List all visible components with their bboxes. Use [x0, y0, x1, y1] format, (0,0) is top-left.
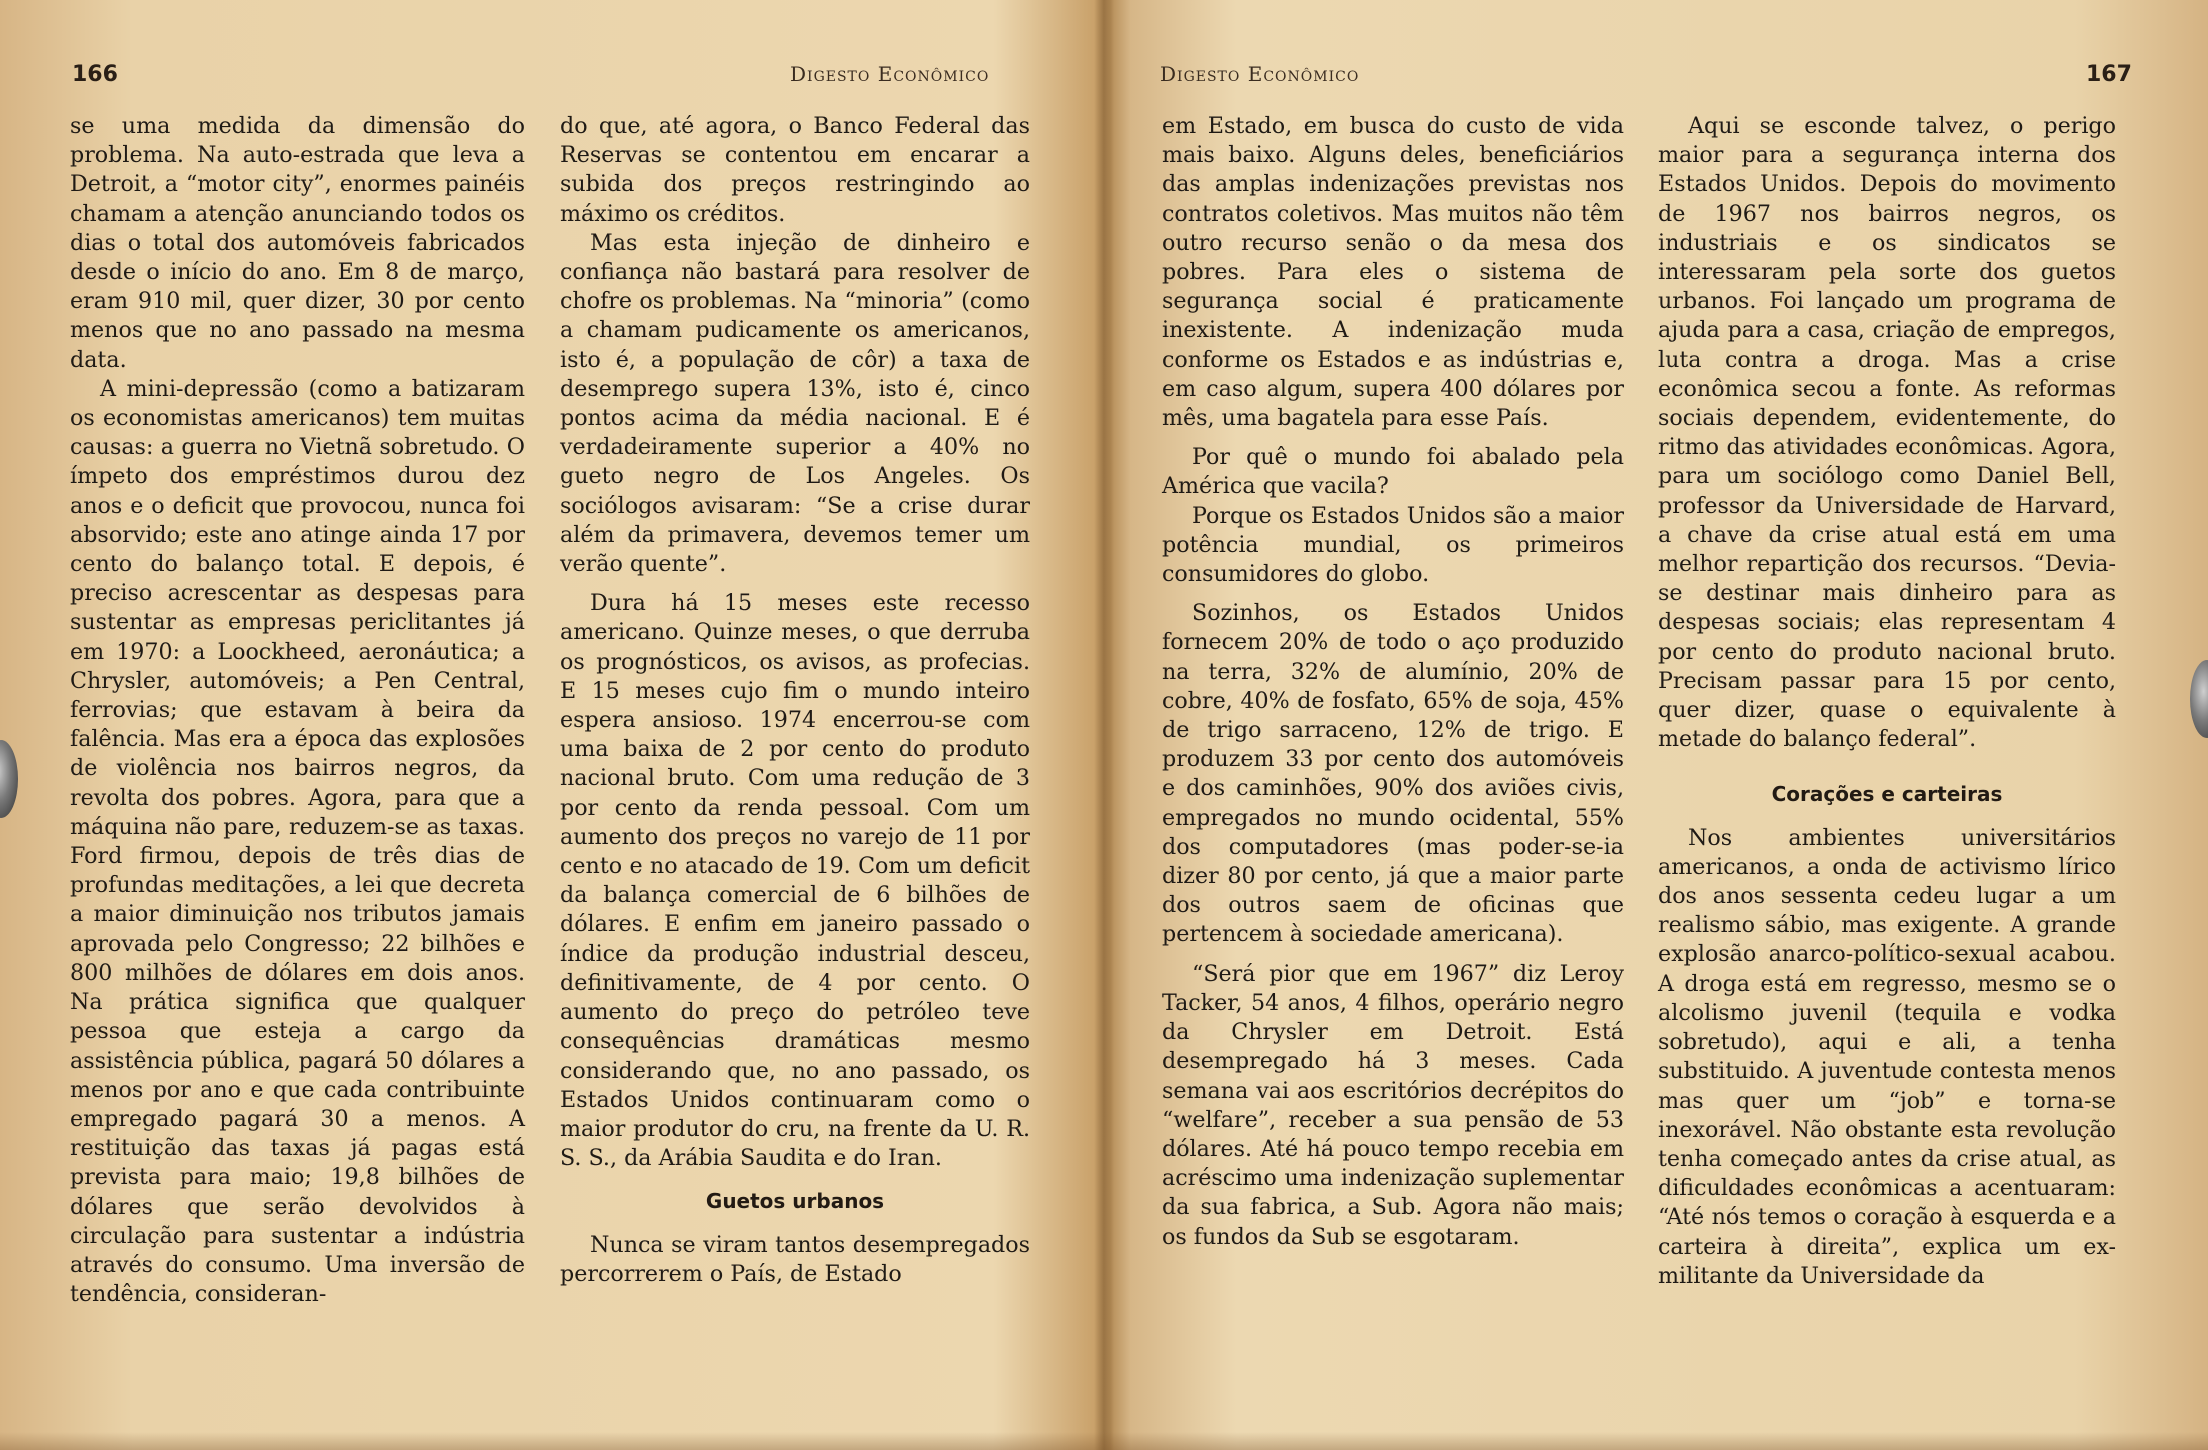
section-heading: Corações e carteiras [1771, 782, 2003, 807]
running-head: Digesto Econômico [1160, 62, 1360, 86]
running-head: Digesto Econômico [790, 62, 990, 86]
paragraph: se uma medida da dimensão do problema. Na auto-estrada que leva a Detroit, a “motor city”, enormes painéis chamam a atenção anunciando todos os dias o total dos automóveis fabricados desde o início do ano. Em 8 de março, eram 910 mil, quer dizer, 30 por cento menos que no ano passado na mesma data. [70, 113, 525, 373]
paragraph: A mini-depressão (como a batizaram os economistas americanos) tem muitas causas: a guerra no Vietnã sobretudo. O ímpeto dos empréstimos durou dez anos e o deficit que provocou, nunca foi absorvido; este ano atinge ainda 17 por cento do balanço total. E depois, é preciso acrescentar as despesas para sustentar as empresas periclitantes já em 1970: a Loockheed, aeronáutica; a Chrysler, automóveis; a Pen Central, ferrovias; que estavam à beira da falência. Mas era a época das explosões de violência nos bairros negros, da revolta dos pobres. Agora, para que a máquina não pare, reduzem-se as taxas. Ford firmou, depois de três dias de profundas meditações, a lei que decreta a maior diminuição nos tributos jamais aprovada pelo Congresso; 22 bilhões e 800 milhões de dólares em dois anos. Na prática significa que qualquer pessoa que esteja a cargo da assistência pública, pagará 50 dólares a menos por ano e que cada contribuinte empregado pagará 30 a menos. A restituição das taxas já pagas está prevista para maio; 19,8 bilhões de dólares que serão devolvidos à circulação para sustentar a indústria através do consumo. Uma inversão de tendência, consideran- [70, 375, 525, 1308]
binder-clip [2190, 660, 2208, 738]
left-page-column-1 [70, 112, 525, 1309]
page-number: 166 [72, 62, 118, 87]
right-page-column-2 [1658, 112, 2116, 1291]
paragraph: Nos ambientes universitários americanos, a onda de activismo lírico dos anos sessenta cedeu lugar a um realismo sábio, mas exigente. A grande explosão anarco-político-sexual acabou. A droga está em regresso, mesmo se o alcolismo juvenil (tequila e vodka sobretudo), aqui e ali, a tenha substituido. A juventude contesta menos mas quer um “job” e torna-se inexorável. Não obstante esta revolução tenha começado antes da crise atual, as dificuldades econômicas a acentuaram: “Até nós temos o coração à esquerda e a carteira à direita”, explica um ex-militante da Universidade da [1658, 824, 2116, 1289]
paragraph: Dura há 15 meses este recesso americano. Quinze meses, o que derruba os prognósticos, os avisos, as profecias. E 15 meses cujo fim o mundo inteiro espera ansioso. 1974 encerrou-se com uma baixa de 2 por cento do produto nacional bruto. Com uma redução de 3 por cento da renda pessoal. Com um aumento dos preços no varejo de 11 por cento e no atacado de 19. Com um deficit da balança comercial de 6 bilhões de dólares. E enfim em janeiro passado o índice da produção industrial desceu, definitivamente, de 4 por cento. O aumento do preço do petróleo teve consequências dramáticas mesmo considerando que, no ano passado, os Estados Unidos continuaram como o maior produtor do cru, na frente da U. R. S. S., da Arábia Saudita e do Iran. [560, 590, 1030, 1172]
paragraph: Porque os Estados Unidos são a maior potência mundial, os primeiros consumidores do globo. [1162, 502, 1624, 588]
page-166 [0, 0, 1098, 1450]
section-heading: Guetos urbanos [705, 1189, 885, 1214]
binder-clip [0, 740, 18, 818]
page-167 [1110, 0, 2208, 1450]
paragraph: Sozinhos, os Estados Unidos fornecem 20% de todo o aço produzido na terra, 32% de alumínio, 20% de cobre, 40% de fosfato, 65% de soja, 45% de trigo sarraceno, 12% de trigo. E produzem 33 por cento dos automóveis e dos caminhões, 90% dos aviões civis, empregados no mundo ocidental, 55% dos computadores (mas poder-se-ia dizer 80 por cento, já que a maior parte dos outros saem de oficinas que pertencem à sociedade americana). [1162, 600, 1624, 948]
paragraph: “Será pior que em 1967” diz Leroy Tacker, 54 anos, 4 filhos, operário negro da Chrysler em Detroit. Está desempregado há 3 meses. Cada semana vai aos escritórios decrépitos do “welfare”, receber a sua pensão de 53 dólares. Até há pouco tempo recebia em acréscimo uma indenização suplementar da sua fabrica, a Sub. Agora não mais; os fundos da Sub se esgotaram. [1162, 960, 1624, 1250]
right-page-column-1 [1162, 112, 1624, 1252]
paragraph: Mas esta injeção de dinheiro e confiança não bastará para resolver de chofre os problemas. Na “minoria” (como a chamam pudicamente os americanos, isto é, a população de côr) a taxa de desemprego supera 13%, isto é, cinco pontos acima da média nacional. E é verdadeiramente superior a 40% no gueto negro de Los Angeles. Os sociólogos avisaram: “Se a crise durar além da primavera, devemos temer um verão quente”. [560, 229, 1030, 578]
left-page-column-2 [560, 112, 1030, 1289]
paragraph: Por quê o mundo foi abalado pela América que vacila? [1162, 444, 1624, 500]
paragraph: Aqui se esconde talvez, o perigo maior para a segurança interna dos Estados Unidos. Depois do movimento de 1967 nos bairros negros, os industriais e os sindicatos se interessaram pela sorte dos guetos urbanos. Foi lançado um programa de ajuda para a casa, criação de empregos, luta contra a droga. Mas a crise econômica secou a fonte. As reformas sociais dependem, evidentemente, do ritmo das atividades econômicas. Agora, para um sociólogo como Daniel Bell, professor da Universidade de Harvard, a chave da crise atual está em uma melhor repartição dos recursos. “Devia-se destinar mais dinheiro para as despesas sociais; elas representam 4 por cento do produto nacional bruto. Precisam passar para 15 por cento, quer dizer, quase o equivalente à metade do balanço federal”. [1658, 113, 2116, 753]
paragraph: em Estado, em busca do custo de vida mais baixo. Alguns deles, beneficiários das amplas indenizações previstas nos contratos coletivos. Mas muitos não têm outro recurso senão o da mesa dos pobres. Para eles o sistema de segurança social é praticamente inexistente. A indenização muda conforme os Estados e as indústrias e, em caso algum, supera 400 dólares por mês, uma bagatela para esse País. [1162, 113, 1624, 432]
paragraph: do que, até agora, o Banco Federal das Reservas se contentou em encarar a subida dos preços restringindo ao máximo os créditos. [560, 113, 1030, 227]
page-edge-shadow [0, 1432, 2208, 1450]
page-number: 167 [2086, 62, 2132, 87]
paragraph: Nunca se viram tantos desempregados percorrerem o País, de Estado [560, 1231, 1030, 1287]
